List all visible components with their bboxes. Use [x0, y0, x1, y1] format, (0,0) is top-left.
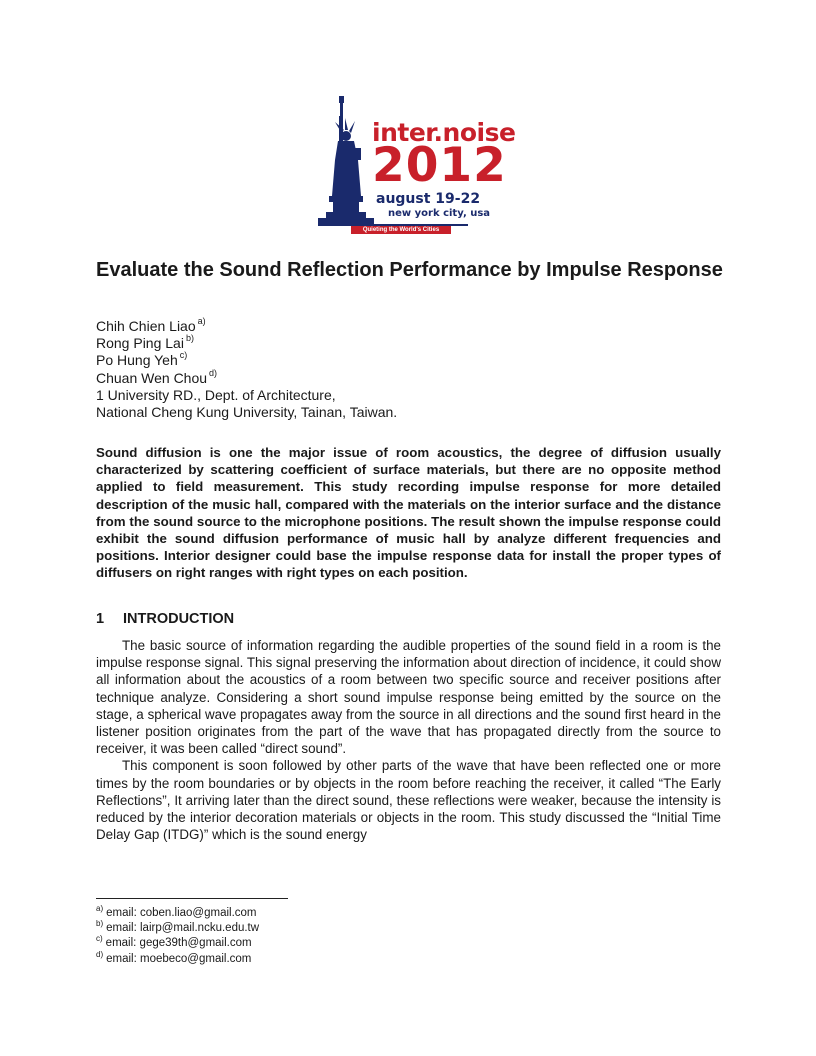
affiliation-line-2: National Cheng Kung University, Tainan, Taiwan.	[96, 404, 398, 421]
author-mark: b)	[185, 333, 194, 344]
author-mark: d)	[209, 367, 218, 378]
body-text	[96, 637, 721, 843]
footnote	[96, 949, 259, 967]
author-line	[96, 367, 736, 387]
logo-brand-text: inter.noise	[372, 118, 516, 147]
section-heading	[96, 611, 234, 627]
section-title: INTRODUCTION	[123, 611, 235, 627]
footnote-mark: b)	[96, 919, 104, 929]
footnote-text: email: lairp@mail.ncku.edu.tw	[106, 922, 260, 935]
footnote-text: email: moebeco@gmail.com	[106, 952, 252, 965]
footnote-text: email: coben.liao@gmail.com	[106, 907, 257, 919]
abstract: Sound diffusion is one the major issue of room acoustics, the degree of diffusion usually characterized by scattering coefficient of surface materials, but there are no opposite method applied to field measurement. This study recording impulse response for more detailed description of the music hall, compared with the materials on the interior surface and the distance from the sound source to the microphone positions. The result shown the impulse response could exhibit the sound diffusion performance of music hall by analyze different frequencies and positions. Interior designer could base the impulse response data for install the proper types of diffusers on right ranges with right types on each position.	[96, 445, 721, 581]
footnote-text: email: gege39th@gmail.com	[105, 937, 252, 950]
footnote	[96, 936, 259, 951]
paragraph: The basic source of information regarding the audible properties of the sound field in a room is the impulse response signal. This signal preserving the information about direction of incidence, it could show all information about the acoustics of a room between two specific source and receiver positions after technique analyze. Considering a short sound impulse response being emitted by the source on the stage, a spherical wave propagates away from the source in all directions and the sound first heard in the listener position originates from the part of the wave that has propagated directly from the source to receiver, it was been called “direct sound”.	[96, 638, 721, 757]
footnote-rule	[96, 898, 288, 899]
section-number: 1	[96, 611, 105, 627]
author-line	[96, 352, 736, 369]
author-name: Chuan Wen Chou	[96, 369, 208, 386]
author-block	[96, 318, 736, 421]
footnote-mark: a)	[96, 904, 104, 913]
footnote-mark: d)	[96, 949, 104, 959]
logo-city-text: new york city, usa	[388, 208, 491, 219]
author-mark: a)	[197, 316, 206, 326]
footnote	[96, 921, 259, 936]
author-line	[96, 335, 736, 352]
author-mark: c)	[179, 350, 188, 361]
author-name: Po Hung Yeh	[96, 352, 178, 369]
paragraph: This component is soon followed by other parts of the wave that have been reflected one or more times by the room boundaries or by objects in the room before reaching the receiver, it called “The Early Reflections”, It arriving later than the direct sound, these reflections were weaker, because the intensity is reduced by the interior decoration materials or objects in the room. This study discussed the “Initial Time Delay Gap (ITDG)” which is the sound energy	[96, 758, 721, 843]
author-name: Rong Ping Lai	[96, 335, 184, 352]
logo-year-text: 2012	[372, 138, 507, 193]
footnotes	[96, 906, 259, 967]
affiliation-line-1: 1 University RD., Dept. of Architecture,	[96, 386, 336, 403]
logo-tagline: Quieting the World's Cities	[351, 226, 451, 234]
conference-logo	[318, 96, 516, 246]
footnote	[96, 906, 259, 921]
logo-date-text: august 19-22	[376, 191, 481, 207]
author-name: Chih Chien Liao	[96, 318, 196, 334]
paper-title: Evaluate the Sound Reflection Performance by Impulse Response	[96, 259, 723, 281]
footnote-mark: c)	[96, 934, 103, 944]
